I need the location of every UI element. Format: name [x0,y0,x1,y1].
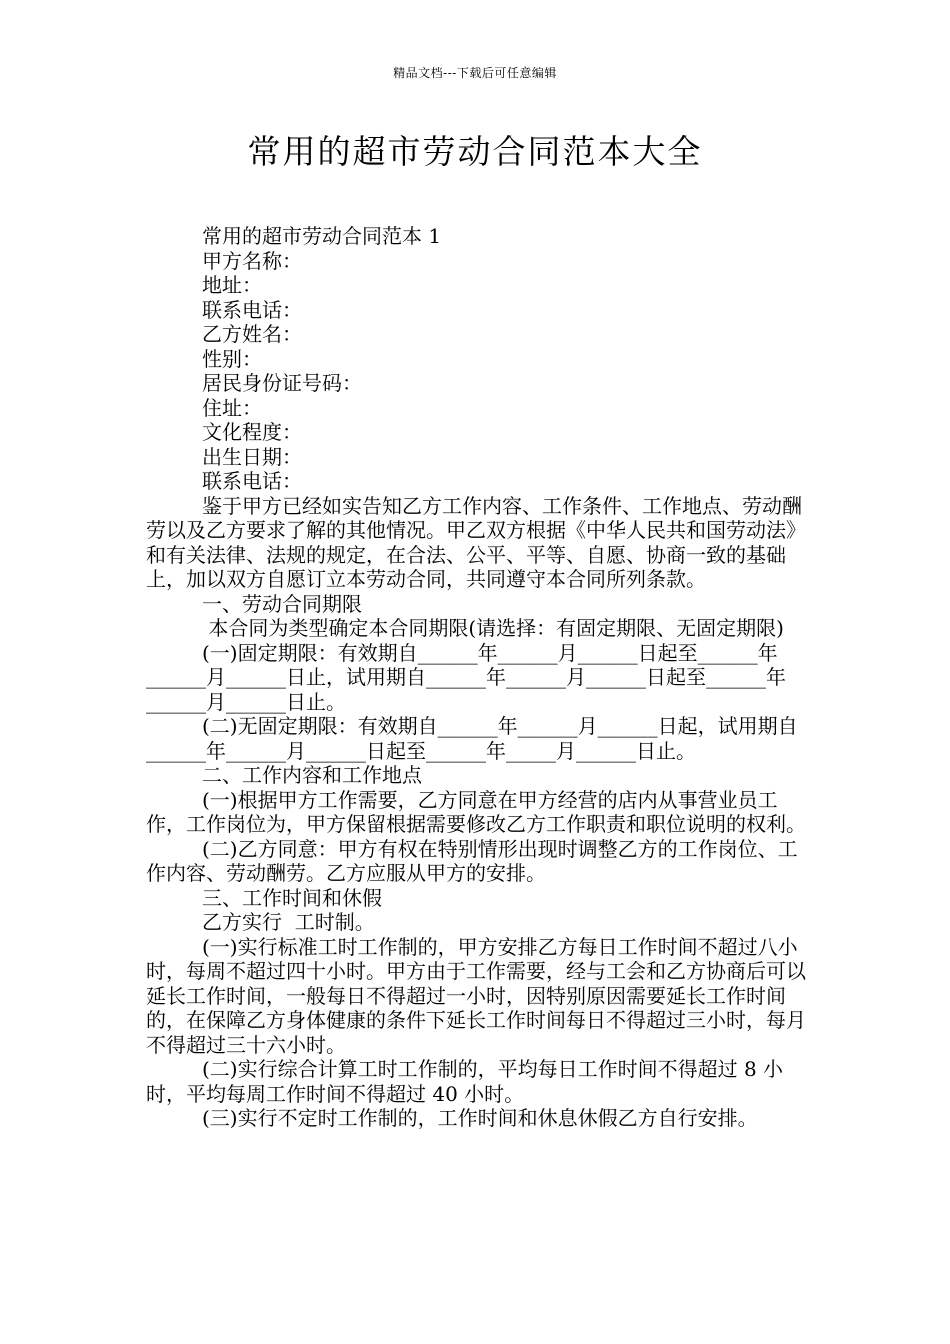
party-b-address-field: 住址： [202,395,262,420]
party-b-phone-field: 联系电话： [202,469,302,493]
comprehensive-hours-clause: (二)实行综合计算工时工作制的，平均每日工作时间不得超过 8 小时，平均每周工作时间不得超过 40 小时。 [146,1057,784,1106]
contract-type-paragraph: 本合同为类型确定本合同期限(请选择：有固定期限、无固定期限) [202,616,784,640]
party-b-gender-field: 性别： [202,346,262,371]
work-content-clause-1: (一)根据甲方工作需要，乙方同意在甲方经营的店内从事营业员工作，工作岗位为，甲方保留根据需要修改乙方工作职责和职位说明的权利。 [146,787,806,836]
document-title: 常用的超市劳动合同范本大全 [247,132,703,171]
flexible-hours-clause: (三)实行不定时工作制的，工作时间和休息休假乙方自行安排。 [202,1106,758,1130]
work-content-clause-2: (二)乙方同意：甲方有权在特别情形出现时调整乙方的工作岗位、工作内容、劳动酬劳。乙方应服从甲方的安排。 [146,836,798,885]
party-b-birthdate-field: 出生日期： [202,444,302,469]
fixed-term-clause: (一)固定期限：有效期自______年______月______日起至______年______月______日止，试用期自______年______月______日起至______年______月______日止。 [146,640,786,714]
page-header: 精品文档---下载后可任意编辑 [393,66,557,80]
section-subtitle: 常用的超市劳动合同范本 1 [202,224,442,248]
section-heading-2: 二、工作内容和工作地点 [202,763,422,787]
preamble-paragraph: 鉴于甲方已经如实告知乙方工作内容、工作条件、工作地点、劳动酬劳以及乙方要求了解的其他情况。甲乙双方根据《中华人民共和国劳动法》和有关法律、法规的规定，在合法、公平、平等、自愿、协商一致的基础上，加以双方自愿订立本劳动合同，共同遵守本合同所列条款。 [146,493,806,591]
open-term-clause: (二)无固定期限：有效期自______年______月______日起，试用期自______年______月______日起至______年_____月______日止。 [146,714,798,763]
document-body [146,224,814,1131]
working-hours-system: 乙方实行 工时制。 [202,910,375,934]
party-a-name-field: 甲方名称： [202,248,302,273]
section-heading-3: 三、工作时间和休假 [202,885,382,910]
party-a-address-field: 地址： [202,273,262,297]
party-b-name-field: 乙方姓名： [202,322,302,346]
party-b-id-field: 居民身份证号码： [202,371,362,395]
party-a-phone-field: 联系电话： [202,297,302,322]
party-b-education-field: 文化程度： [202,420,302,444]
section-heading-1: 一、劳动合同期限 [202,591,362,616]
standard-hours-clause: (一)实行标准工时工作制的，甲方安排乙方每日工作时间不超过八小时，每周不超过四十小时。甲方由于工作需要，经与工会和乙方协商后可以延长工作时间，一般每日不得超过一小时，因特别原因需要延长工作时间的，在保障乙方身体健康的条件下延长工作时间每日不得超过三小时，每月不得超过三十六小时。 [146,934,806,1057]
